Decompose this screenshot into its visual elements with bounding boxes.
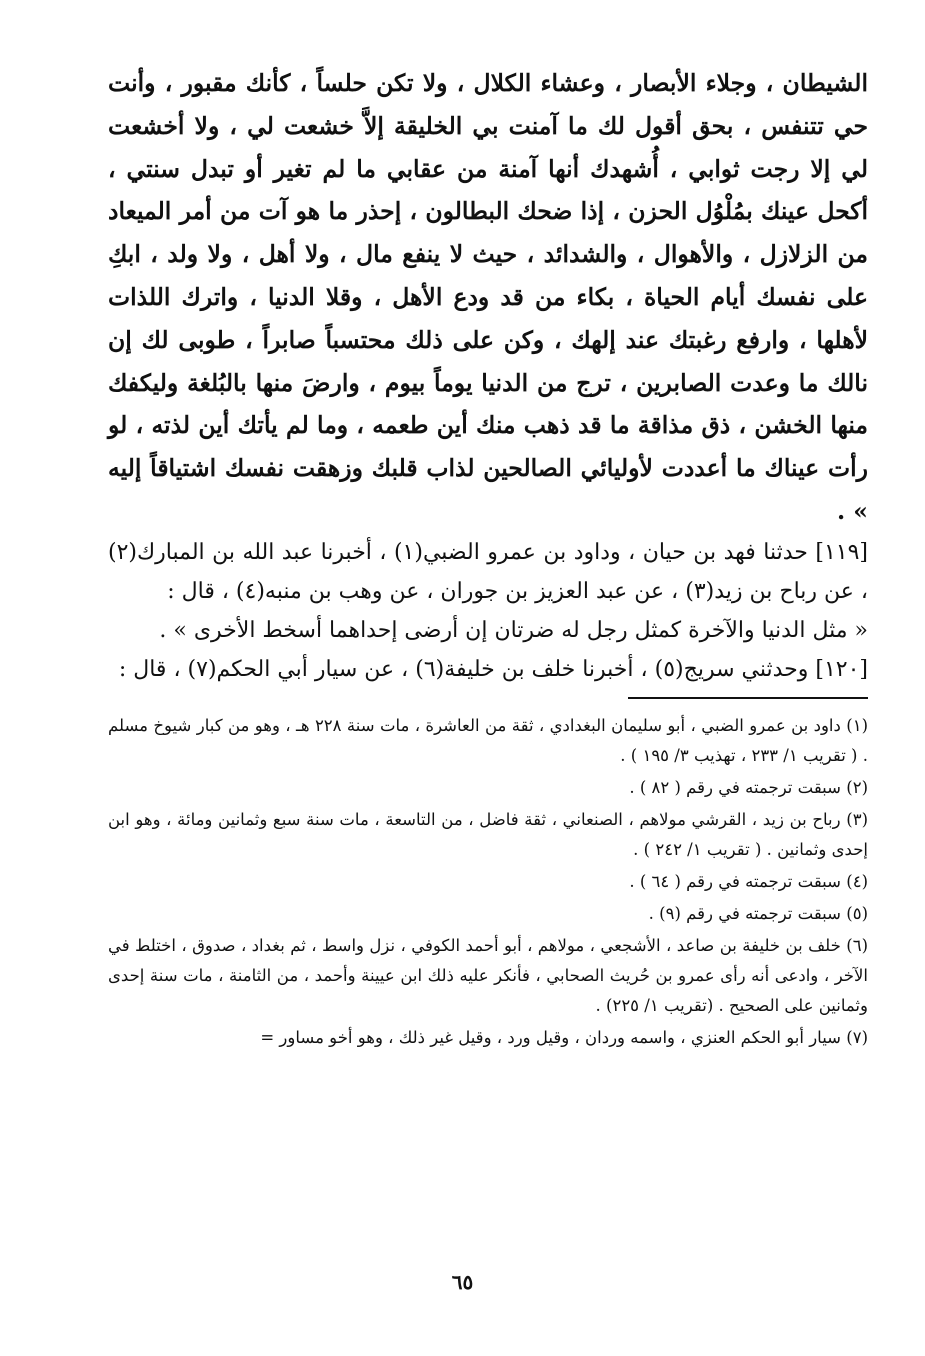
footnote-1 [108,711,868,771]
footnote-3 [108,805,868,865]
footnote-2 [108,773,868,803]
page-number: ٦٥ [451,1270,474,1294]
footnote-6 [108,931,868,1021]
footnote-text: سيار أبو الحكم العنزي ، واسمه وردان ، وقيل ورد ، وقيل غير ذلك ، وهو أخو مساور = [260,1027,841,1047]
footnote-number: (٤) [846,871,868,891]
footnote-5 [108,899,868,929]
footnote-text: خلف بن خليفة بن صاعد ، الأشجعي ، مولاهم ، أبو أحمد الكوفي ، نزل واسط ، ثم بغداد ، صدوق ، اختلط في الآخر ، وادعى أنه رأى عمرو بن حُريث الصحابي ، فأنكر عليه ذلك ابن عيينة وأحمد ، من الثامنة ، مات سنة إحدى وثمانين على الصحيح . (تقريب ١/ ٢٢٥) . [108,935,868,1015]
footnote-text: سبقت ترجمته في رقم ( ٨٢ ) . [629,777,841,797]
narration-119: [١١٩] حدثنا فهد بن حيان ، وداود بن عمرو الضبي(١) ، أخبرنا عبد الله بن المبارك(٢) ، عن رباح بن زيد(٣) ، عن عبد العزيز بن جوران ، عن وهب بن منبه(٤) ، قال : [108,539,868,604]
footnote-text: رباح بن زيد ، القرشي مولاهم ، الصنعاني ، ثقة فاضل ، من التاسعة ، مات سنة سبع وثمانين ومائة ، وهو ابن إحدى وثمانين . ( تقريب ١/ ٢٤٢ ) . [108,809,868,859]
main-body-text: الشيطان ، وجلاء الأبصار ، وعشاء الكلال ، ولا تكن حلساً ، كأنك مقبور ، وأنت حي تتنفس ، بحق أقول لك ما آمنت بي الخليقة إلاَّ خشعت لي ، ولا أخشعت لي إلا رجت ثوابي ، أُشهدك أنها آمنة من عقابي ما لم تغير أو تبدل سنتي ، أكحل عينك بمُلْوُل الحزن ، إذا ضحك البطالون ، إحذر ما هو آت من أمر الميعاد من الزلازل ، والأهوال ، والشدائد ، حيث لا ينفع مال ، ولا أهل ، ولا ولد ، ابكِ على نفسك أيام الحياة ، بكاء من قد ودع الأهل ، وقلا الدنيا ، واترك اللذات لأهلها ، وارفع رغبتك عند إلهك ، وكن على ذلك محتسباً صابراً ، طوبى لك إن نالك ما وعدت الصابرين ، ترج من الدنيا يوماً بيوم ، وارضَ منها بالبُلغة وليكفك منها الخشن ، ذق مذاقة ما قد ذهب منك أين طعمه ، وما لم يأتك أين لذته ، لو رأت عيناك ما أعددت لأوليائي الصالحين لذاب قلبك وزهقت نفسك اشتياقاً إليه » . [108,69,868,525]
footnote-divider [628,697,868,699]
footnote-number: (٥) [846,903,868,923]
footnote-7 [108,1023,868,1053]
footnote-number: (٧) [846,1027,868,1047]
footnote-text: داود بن عمرو الضبي ، أبو سليمان البغدادي ، ثقة من العاشرة ، مات سنة ٢٢٨ هـ ، وهو من كبار شيوخ مسلم . ( تقريب ١/ ٢٣٣ ، تهذيب ٣/ ١٩٥ ) . [108,715,868,765]
footnote-number: (٣) [846,809,869,829]
narration-120: [١٢٠] وحدثني سريج(٥) ، أخبرنا خلف بن خليفة(٦) ، عن سيار أبي الحكم(٧) ، قال : [118,656,868,682]
footnote-number: (٢) [846,777,868,797]
footnote-number: (٦) [846,935,868,955]
footnote-text: سبقت ترجمته في رقم (٩) . [648,903,841,923]
footnote-text: سبقت ترجمته في رقم ( ٦٤ ) . [629,871,841,891]
page-content [108,62,868,1342]
footnote-number: (١) [846,715,868,735]
footnote-4 [108,867,868,897]
quote-119: « مثل الدنيا والآخرة كمثل رجل له ضرتان إن أرضى إحداهما أسخط الأخرى » . [159,617,868,643]
footnotes [108,711,868,1053]
